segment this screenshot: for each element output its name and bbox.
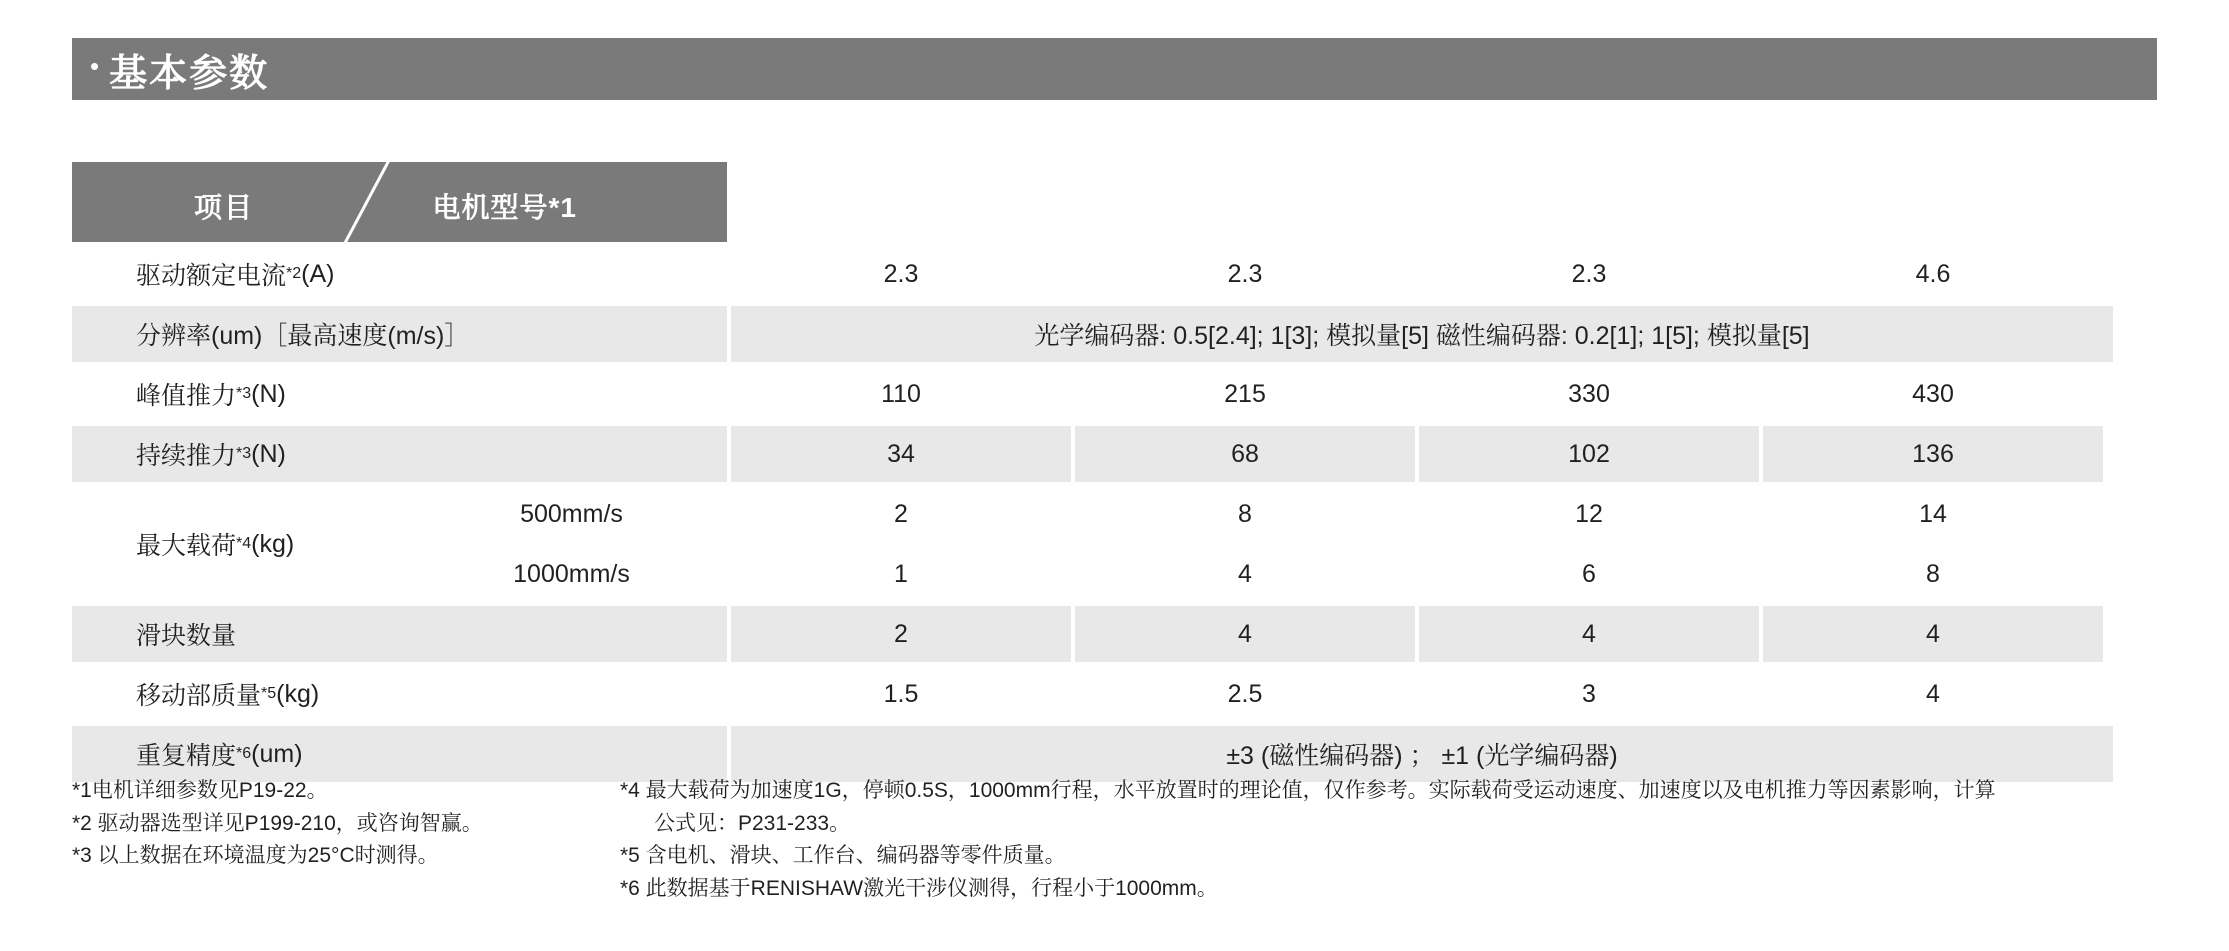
section-header — [72, 38, 2157, 100]
cell-value: 102 — [1419, 426, 1759, 482]
cell-merged-resolution: 光学编码器: 0.5[2.4]; 1[3]; 模拟量[5] 磁性编码器: 0.2[1]; 1[5]; 模拟量[5] — [731, 306, 2113, 362]
row-label-unit: (A) — [301, 259, 335, 288]
diagonal-divider — [333, 162, 397, 242]
footnote-5: *5 含电机、滑块、工作台、编码器等零件质量。 — [620, 844, 1066, 868]
cell-value: 4 — [1075, 546, 1415, 602]
table-row — [72, 726, 2157, 782]
cell-value: 1.5 — [731, 666, 1071, 722]
cell-value: 4 — [1075, 606, 1415, 662]
page-title: 基本参数 — [109, 52, 270, 95]
cell-value: 215 — [1075, 366, 1415, 422]
cell-value: 1 — [731, 546, 1071, 602]
row-label-text: 持续推力 — [136, 442, 237, 470]
cell-value: 68 — [1075, 426, 1415, 482]
table-row — [72, 366, 2157, 422]
table-row — [72, 306, 2157, 362]
cell-value: 2 — [731, 486, 1071, 542]
footnote-1: *1电机详细参数见P19-22。 — [72, 779, 328, 802]
cell-value: 2.3 — [1075, 246, 1415, 302]
cell-value: 330 — [1419, 366, 1759, 422]
table-row — [416, 486, 2157, 542]
row-label-text: 最大载荷 — [136, 532, 237, 560]
cell-value: 110 — [731, 366, 1071, 422]
cell-value: 4 — [1763, 606, 2103, 662]
header-model-cjm030c: CJM030C — [1419, 162, 1759, 242]
cell-value: 136 — [1763, 426, 2103, 482]
header-model-cjm030b: CJM030B — [1075, 162, 1415, 242]
cell-value: 14 — [1763, 486, 2103, 542]
bullet-icon: • — [90, 51, 100, 81]
footnote-6: *6 此数据基于RENISHAW激光干涉仪测得，行程小于1000mm。 — [620, 876, 1218, 900]
row-label-unit: (kg) — [276, 679, 320, 708]
row-label-unit: (N) — [251, 379, 286, 408]
row-label-text: 驱动额定电流 — [136, 262, 287, 290]
row-label-max-load: 最大载荷 *4 (kg) — [72, 486, 412, 602]
table-header-row — [72, 162, 2157, 242]
cell-merged-repeatability: ±3 (磁性编码器) ； ±1 (光学编码器) — [731, 726, 2113, 782]
cell-value: 12 — [1419, 486, 1759, 542]
row-label-unit: (kg) — [251, 529, 295, 558]
row-label-unit: (um) — [251, 739, 303, 768]
cell-value: 3 — [1419, 666, 1759, 722]
footnote-4-continued: 公式见：P231-233。 — [654, 811, 851, 835]
footnotes-right-column — [620, 775, 2160, 905]
header-split-cell — [72, 162, 727, 242]
footnote-2: *2 驱动器选型详见P199-210，或咨询智赢。 — [72, 811, 483, 835]
header-model-label: 电机型号*1 — [432, 192, 577, 223]
row-label-continuous-force: 持续推力 *3 (N) — [72, 426, 727, 482]
table-row — [72, 606, 2157, 662]
row-label-text: 滑块数量 — [136, 622, 237, 650]
cell-value: 6 — [1419, 546, 1759, 602]
table-row — [416, 546, 2157, 602]
cell-value: 2.3 — [1419, 246, 1759, 302]
table-row — [72, 246, 2157, 302]
row-label-unit: (N) — [251, 439, 286, 468]
cell-value: 8 — [1763, 546, 2103, 602]
row-label-resolution: 分辨率(um)［最高速度(m/s)］ — [72, 306, 727, 362]
cell-value: 8 — [1075, 486, 1415, 542]
row-label-text: 移动部质量 — [136, 682, 262, 710]
footnote-4: *4 最大载荷为加速度1G，停顿0.5S，1000mm行程，水平放置时的理论值，仅作参考。实际载荷受运动速度、加速度以及电机推力等因素影响，计算 — [620, 779, 1996, 802]
row-label-repeatability: 重复精度 *6 (um) — [72, 726, 727, 782]
row-label-peak-force: 峰值推力 *3 (N) — [72, 366, 727, 422]
header-item-label: 项目 — [194, 192, 255, 223]
table-row — [72, 666, 2157, 722]
row-label-text: 峰值推力 — [136, 382, 237, 410]
header-model-cjm030a: CJM030A — [731, 162, 1071, 242]
sub-label-speed-500: 500mm/s — [416, 486, 727, 542]
header-model-cjm030d: CJM030D — [1763, 162, 2103, 242]
table-row-group-max-load — [72, 486, 2157, 602]
row-label-moving-mass: 移动部质量 *5 (kg) — [72, 666, 727, 722]
cell-value: 2 — [731, 606, 1071, 662]
sub-label-speed-1000: 1000mm/s — [416, 546, 727, 602]
row-label-rated-current: 驱动额定电流 *2 (A) — [72, 246, 727, 302]
footnote-3: *3 以上数据在环境温度为25°C时测得。 — [72, 844, 439, 868]
cell-value: 34 — [731, 426, 1071, 482]
cell-value: 2.3 — [731, 246, 1071, 302]
footnotes-left-column — [72, 775, 592, 873]
row-label-text: 重复精度 — [136, 742, 237, 770]
cell-value: 2.5 — [1075, 666, 1415, 722]
row-label-slider-count — [72, 606, 727, 662]
max-load-subrows — [416, 486, 2157, 602]
cell-value: 4 — [1419, 606, 1759, 662]
cell-value: 430 — [1763, 366, 2103, 422]
table-row — [72, 426, 2157, 482]
cell-value: 4.6 — [1763, 246, 2103, 302]
specs-table — [72, 162, 2157, 786]
cell-value: 4 — [1763, 666, 2103, 722]
